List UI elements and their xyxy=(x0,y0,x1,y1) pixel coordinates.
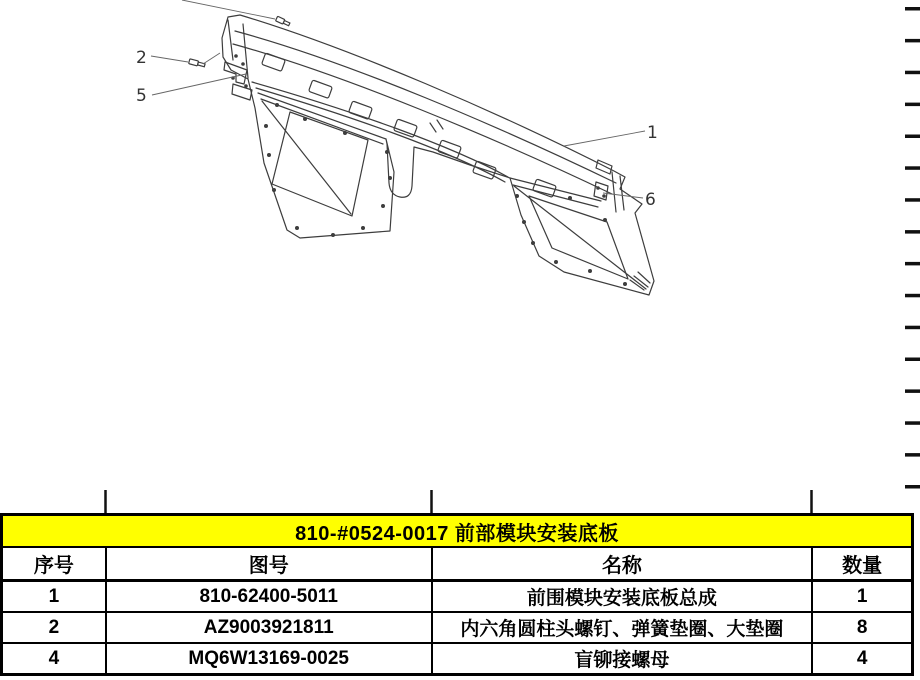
callout-2: 2 xyxy=(136,48,147,68)
leader-cutoff xyxy=(182,0,275,19)
table-header-row xyxy=(2,547,913,581)
cell-part-no: MQ6W13169-0025 xyxy=(106,643,432,675)
binding-ticks xyxy=(905,7,920,489)
cell-name: 内六角圆柱头螺钉、弹簧垫圈、大垫圈 xyxy=(432,612,813,643)
table-row xyxy=(2,643,913,675)
header-name: 名称 xyxy=(432,547,813,581)
leader-1 xyxy=(564,131,645,146)
cell-part-no: AZ9003921811 xyxy=(106,612,432,643)
cell-qty: 8 xyxy=(812,612,912,643)
leader-2 xyxy=(151,53,220,64)
cell-name: 盲铆接螺母 xyxy=(432,643,813,675)
screw-icon xyxy=(189,59,206,68)
callout-6: 6 xyxy=(645,190,656,210)
cell-qty: 4 xyxy=(812,643,912,675)
bolt-holes xyxy=(231,54,627,286)
cell-name: 前围模块安装底板总成 xyxy=(432,581,813,613)
table-row xyxy=(2,612,913,643)
cell-qty: 1 xyxy=(812,581,912,613)
cell-part-no: 810-62400-5011 xyxy=(106,581,432,613)
parts-table xyxy=(0,513,914,676)
callout-1: 1 xyxy=(647,123,658,143)
header-part-no: 图号 xyxy=(106,547,432,581)
cell-seq: 2 xyxy=(2,612,106,643)
table-row xyxy=(2,581,913,613)
screw-icon-top xyxy=(276,16,291,26)
table-title-row xyxy=(2,515,913,548)
cell-seq: 4 xyxy=(2,643,106,675)
leader-lines xyxy=(151,0,645,198)
callout-5: 5 xyxy=(136,86,147,106)
header-seq: 序号 xyxy=(2,547,106,581)
header-qty: 数量 xyxy=(812,547,912,581)
table-column-stubs xyxy=(106,490,812,514)
rail-holes xyxy=(262,53,557,197)
base-plate-outline xyxy=(222,15,654,295)
table-title: 810-#0524-0017 前部模块安装底板 xyxy=(2,515,913,548)
cell-seq: 1 xyxy=(2,581,106,613)
